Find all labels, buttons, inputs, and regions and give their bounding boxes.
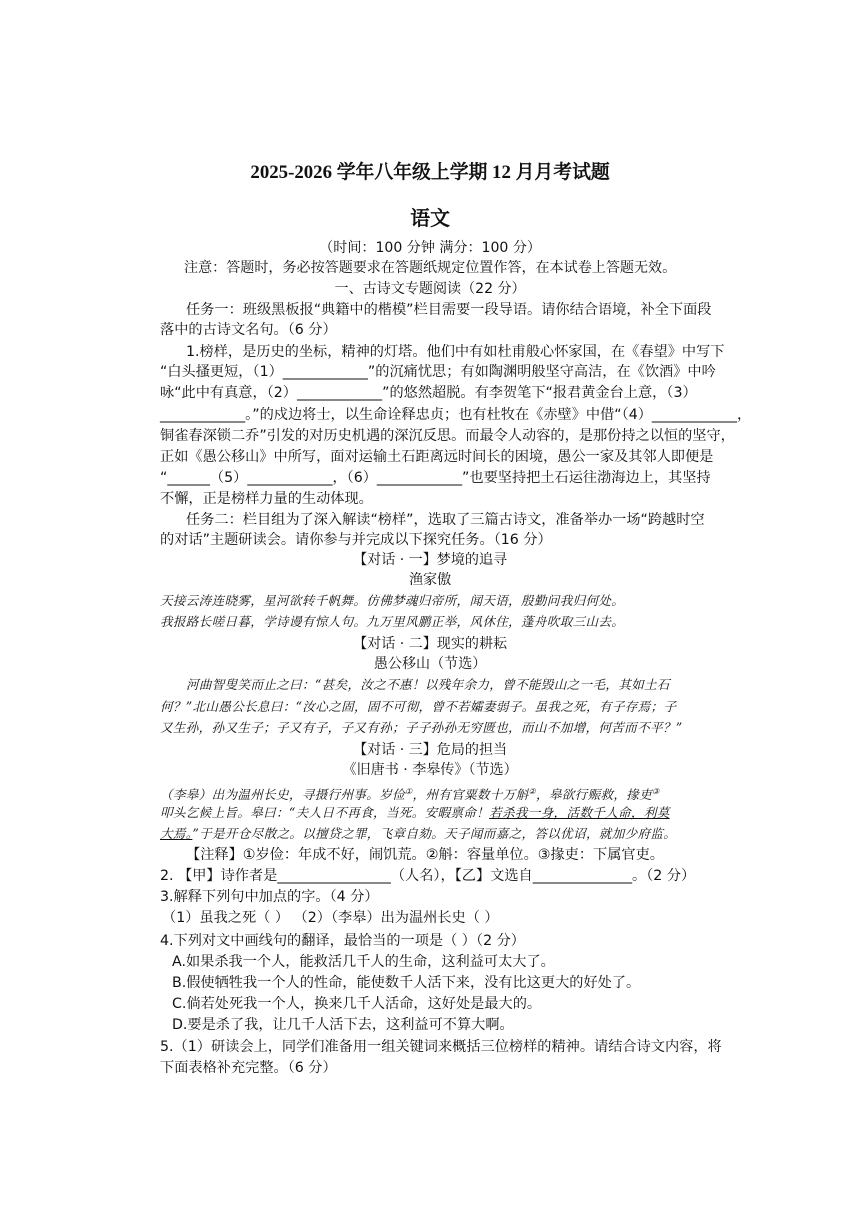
text-segment: ，皋欲行赈救，掾吏: [536, 787, 653, 803]
question-2: 2. 【甲】诗作者是________________（人名），【乙】文选自______________。（2 分）: [160, 868, 696, 884]
question-3-stem: 3.解释下列句中加点的字。（4 分）: [160, 889, 379, 905]
classical-text-line: [160, 803, 670, 823]
underlined-sentence: 大焉。: [160, 826, 193, 841]
choice-b: B.假使牺牲我一个人的性命，能使数千人活下来，没有比这更大的好处了。: [172, 975, 641, 991]
question-3-items: （1）虽我之死（ ） （2）（李皋）出为温州长史（ ）: [162, 910, 499, 926]
exam-title: 2025-2026 学年八年级上学期 12 月月考试题: [250, 162, 610, 183]
q1-line: “______（5）____________，（6）____________”也要坚持把土石运往渤海边上，其坚持: [160, 470, 711, 486]
q1-line: 不懈，正是榜样力量的生动体现。: [160, 491, 373, 507]
q1-line: 铜雀春深锁二乔”引发的对历史机遇的深沉反思。而最令人动容的，是那份持之以恒的坚守，: [160, 428, 735, 444]
subject-title: 语文: [410, 206, 450, 230]
text-segment: 叩头乞候上旨。皋曰：“夫人日不再食，当死。安暇禀命！: [160, 805, 490, 820]
classical-text-line: 河曲智叟笑而止之曰：“甚矣，汝之不惠！以残年余力，曾不能毁山之一毛，其如土石: [186, 677, 670, 692]
q1-line: 正如《愚公移山》中所写，面对运输土石距离远时间长的困境，愚公一家及其邻人即便是: [160, 449, 714, 465]
task2-line: 的对话”主题研读会。请你参与并完成以下探究任务。（16 分）: [160, 532, 552, 548]
q1-line: “白头搔更短，（1）____________”的沉痛忧思；有如陶渊明般坚守高洁，在《饮酒》中吟: [160, 364, 716, 380]
text-title: 愚公移山（节选）: [373, 656, 487, 672]
q1-line: 咏“此中有真意，（2）____________”的悠然超脱。有李贺笔下“报君黄金台上意，（3）: [160, 385, 697, 401]
dialogue1-heading: 【对话 · 一】梦境的追寻: [353, 552, 508, 568]
footnote-mark: ②: [528, 787, 536, 796]
question-5-line: 5.（1）研读会上，同学们准备用一组关键词来概括三位榜样的精神。请结合诗文内容，将: [160, 1039, 722, 1055]
section-heading: 一、古诗文专题阅读（22 分）: [334, 281, 526, 297]
task2-line: 任务二：栏目组为了深入解读“榜样”，选取了三篇古诗文，准备举办一场“跨越时空: [186, 512, 705, 528]
annotation-notes: 【注释】①岁俭：年成不好，闹饥荒。②斛：容量单位。③掾吏：下属官吏。: [186, 847, 664, 863]
text-segment: ”于是开仓尽散之。以擅贷之罪，飞章自劾。天子闻而嘉之，答以优诏，就加少府监。: [192, 826, 677, 841]
exam-notice: 注意：答题时，务必按答题要求在答题纸规定位置作答，在本试卷上答题无效。: [184, 260, 677, 276]
q1-line: 1.榜样，是历史的坐标，精神的灯塔。他们中有如杜甫般心怀家国，在《春望》中写下: [186, 344, 725, 360]
time-info: （时间：100 分钟 满分：100 分）: [319, 240, 541, 256]
poem-line: 天接云涛连晓雾，星河欲转千帆舞。仿佛梦魂归帝所，闻天语，殷勤问我归何处。: [160, 593, 625, 608]
choice-d: D.要是杀了我，让几千人活下去，这利益可不算大啊。: [172, 1017, 514, 1033]
poem-line: 我报路长嗟日暮，学诗谩有惊人句。九万里风鹏正举，风休住，蓬舟吹取三山去。: [160, 614, 625, 629]
text-segment: （李皋）出为温州长史，寻摄行州事。岁俭: [160, 787, 405, 803]
text-title: 《旧唐书 · 李皋传》（节选）: [342, 762, 518, 778]
underlined-sentence: 若杀我一身，活数千人命，利莫: [489, 805, 670, 820]
poem-title: 渔家傲: [408, 572, 452, 588]
dialogue3-heading: 【对话 · 三】危局的担当: [353, 742, 508, 758]
footnote-mark: ①: [404, 787, 413, 796]
task1-line: 落中的古诗文名句。（6 分）: [160, 322, 337, 338]
classical-text-line: 何？”北山愚公长息曰：“汝心之固，固不可彻，曾不若孀妻弱子。虽我之死，有子存焉；子: [160, 699, 677, 714]
choice-c: C.倘若处死我一个人，换来几千人活命，这好处是最大的。: [172, 996, 542, 1012]
dialogue2-heading: 【对话 · 二】现实的耕耘: [353, 636, 508, 652]
footnote-mark: ③: [652, 787, 660, 796]
question-5-line: 下面表格补充完整。（6 分）: [160, 1060, 337, 1076]
text-segment: ，州有官粟数十万斛: [412, 787, 529, 803]
classical-text-line: [160, 782, 660, 805]
question-4-stem: 4.下列对文中画线句的翻译，最恰当的一项是（ ）（2 分）: [160, 933, 525, 949]
q1-line: ____________。”的戍边将士，以生命诠释忠贞；也有杜牧在《赤壁》中借“（4）____________，: [160, 407, 752, 423]
choice-a: A.如果杀我一个人，能救活几千人的生命，这利益可太大了。: [172, 954, 555, 970]
classical-text-line: [160, 824, 676, 844]
classical-text-line: 又生孙，孙又生子；子又有子，子又有孙；子子孙孙无穷匮也，而山不加增，何苦而不平？”: [160, 720, 683, 735]
task1-line: 任务一：班级黑板报“典籍中的楷模”栏目需要一段导语。请你结合语境，补全下面段: [186, 302, 712, 318]
